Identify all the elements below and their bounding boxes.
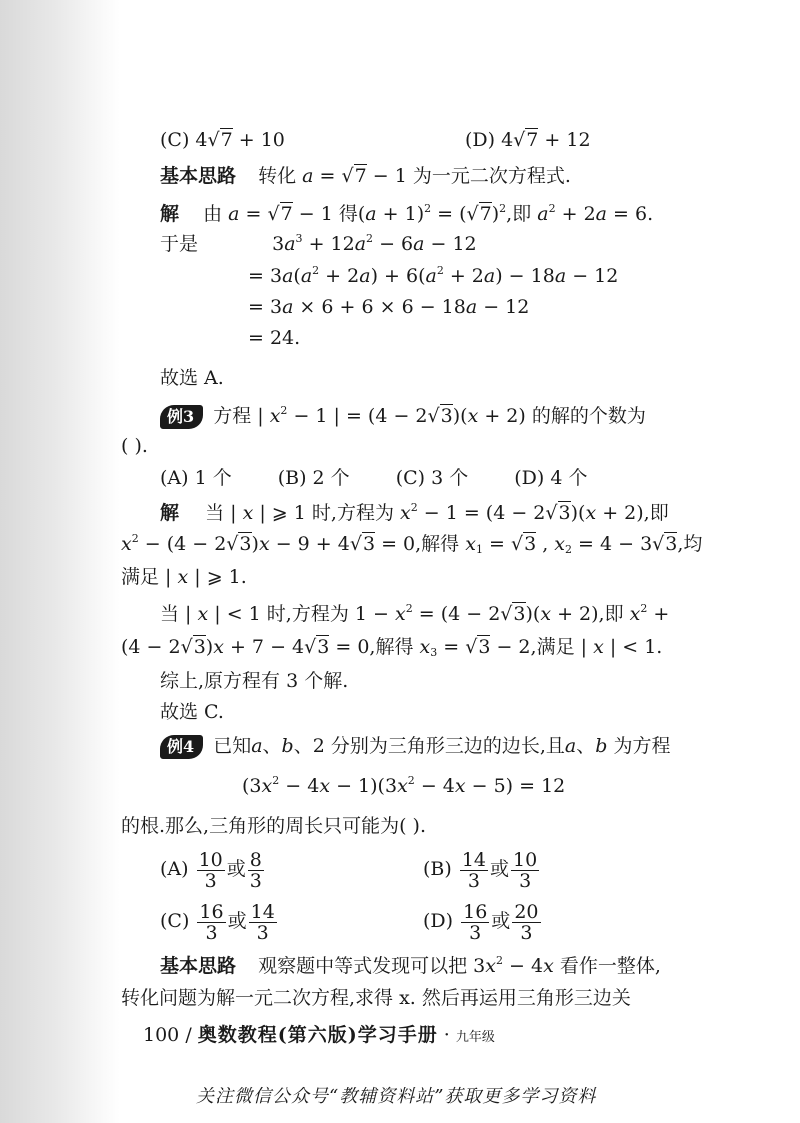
example-3-badge: 例3 xyxy=(160,405,203,429)
example-4-option-d: (D) $\frac{16}{3}$ 或 $\frac{20}{3}$ xyxy=(423,900,539,944)
basic-approach-line: 基本思路 转化 a = √7 − 1 为一元二次方程式. xyxy=(160,165,571,187)
option-c: (C) xyxy=(160,910,190,932)
approach-label: 基本思路 xyxy=(160,165,237,187)
approach-label: 基本思路 xyxy=(160,955,237,977)
solution-line-1: 解 由 a = √7 − 1 得$(a + 1)^2 = (√7)^2$,即 $a^2 + 2a = 6$. xyxy=(160,202,654,225)
fraction: $\frac{8}{3}$ xyxy=(249,848,262,892)
example-4-approach-line-1: 基本思路 观察题中等式发现可以把 $3x^2 - 4x$ 看作一整体, xyxy=(160,954,661,977)
example-3-conclusion: 故选 C. xyxy=(160,701,224,723)
option-c-label: (C) xyxy=(160,129,190,151)
solution-line-4: = 3a × 6 + 6 × 6 − 18a − 12 xyxy=(248,296,530,318)
example-4-approach-line-2: 转化问题为解一元二次方程,求得 x. 然后再运用三角形三边关 xyxy=(121,987,631,1009)
fraction: $\frac{16}{3}$ xyxy=(199,900,224,944)
example-4-prompt: 例4 已知a、b、2 分别为三角形三边的边长,且a、b 为方程 xyxy=(160,732,670,760)
example-3-solution-line-1: 解 当 | x | ⩾ 1 时,方程为 $x^2 - 1 = (4 - 2√3)(x + 2)$,即 xyxy=(160,501,669,524)
example-4-root-text: 的根.那么,三角形的周长只可能为( ). xyxy=(121,815,426,837)
book-title: 奥数教程(第六版)学习手册 xyxy=(197,1024,438,1046)
conclusion-line: 故选 A. xyxy=(160,367,224,389)
watermark-text: 关注微信公众号“教辅资料站”获取更多学习资料 xyxy=(196,1086,597,1107)
example-3-solution-line-5: (4 − 2√3)x + 7 − 4√3 = 0,解得 $x_3 = √3 - 2$,满足 | x | < 1. xyxy=(121,636,663,659)
solution-line-5: = 24. xyxy=(248,327,301,349)
example-4-options-row-2: (C) $\frac{16}{3}$ 或 $\frac{14}{3}$ xyxy=(160,900,275,944)
option-d: (D) 4 个 xyxy=(514,467,588,489)
option-a: (A) xyxy=(160,858,189,880)
fraction: $\frac{20}{3}$ xyxy=(514,900,539,944)
solution-line-3: = $3a(a^2 + 2a) + 6(a^2 + 2a) - 18a - 12$ xyxy=(248,264,619,287)
solution-label: 解 xyxy=(160,502,180,524)
example-3-solution-line-4: 当 | x | < 1 时,方程为 $1 - x^2 = (4 - 2√3)(x + 2)$,即 $x^2$ + xyxy=(160,602,670,625)
option-c: (C) 3 个 xyxy=(395,467,469,489)
fraction: $\frac{14}{3}$ xyxy=(250,900,275,944)
example-3-prompt: 例3 方程 | $x^2 - 1$ | = (4 − 2√3)(x + 2) 的解的个数为 xyxy=(160,402,646,430)
example-3-paren: ( ). xyxy=(121,435,148,457)
example-4-equation: $(3x^2 - 4x - 1)(3x^2 - 4x - 5) = 12$ xyxy=(242,774,566,797)
option-b: (B) 2 个 xyxy=(277,467,350,489)
fraction: $\frac{16}{3}$ xyxy=(463,900,488,944)
fraction: $\frac{10}{3}$ xyxy=(198,848,223,892)
fraction: $\frac{10}{3}$ xyxy=(513,848,538,892)
page-footer: 100 / 奥数教程(第六版)学习手册 · 九年级 xyxy=(143,1024,495,1046)
fraction: $\frac{14}{3}$ xyxy=(461,848,487,892)
example-3-options xyxy=(160,464,587,492)
option-d: (D) xyxy=(423,910,454,932)
solution-line-2: 于是 $3a^3 + 12a^2 - 6a - 12$ xyxy=(160,232,477,255)
example-4-option-b: (B) $\frac{14}{3}$ 或 $\frac{10}{3}$ xyxy=(423,848,538,892)
example-4-options-row-1: (A) $\frac{10}{3}$ 或 $\frac{8}{3}$ xyxy=(160,848,262,892)
answer-options-row: (C) 4√7 + 10 (D) 4√7 + 12 xyxy=(160,129,591,151)
example-3-solution-line-3: 满足 | x | ⩾ 1. xyxy=(121,566,247,588)
example-3-solution-line-2: $x^2 - (4 - 2√3)x - 9 + 4√3 = 0$,解得 $x_1 = √3$ , $x_2 = 4 - 3√3$,均 xyxy=(121,532,703,556)
example-4-badge: 例4 xyxy=(160,735,203,759)
grade-label: 九年级 xyxy=(455,1030,495,1045)
page-number: 100 xyxy=(143,1024,180,1046)
option-b: (B) xyxy=(423,858,452,880)
option-d-label: (D) xyxy=(464,129,496,151)
solution-label: 解 xyxy=(160,203,180,225)
example-3-summary: 综上,原方程有 3 个解. xyxy=(160,670,349,692)
option-a: (A) 1 个 xyxy=(160,467,232,489)
